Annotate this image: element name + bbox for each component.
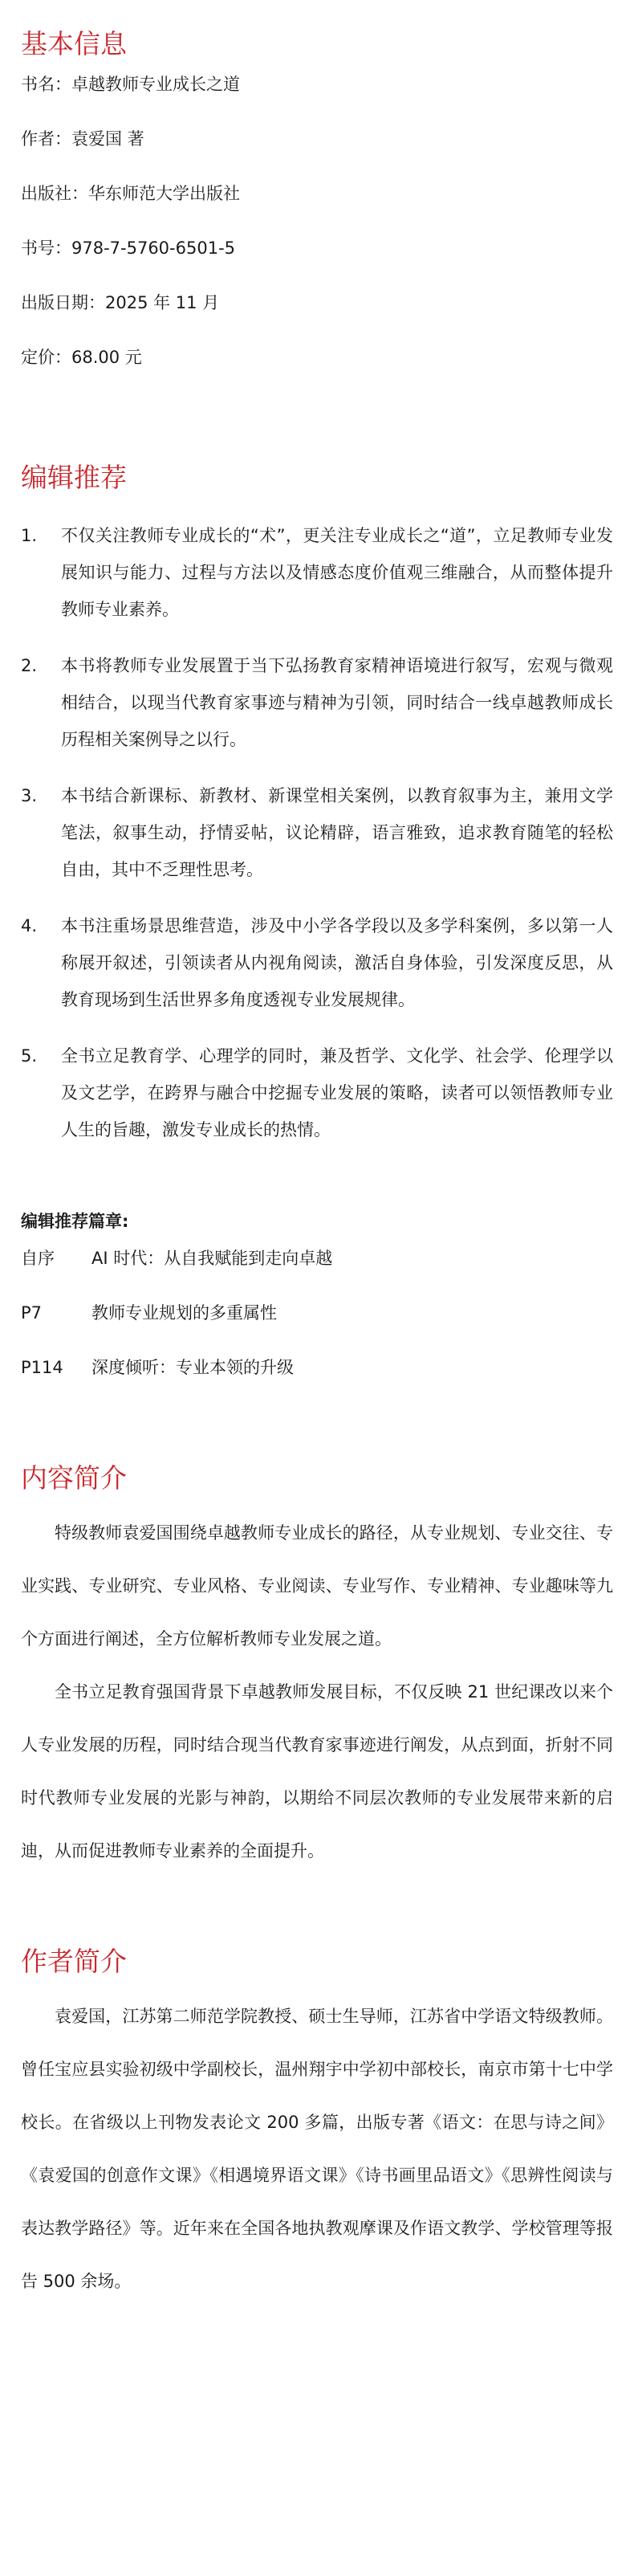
list-item-text: 全书立足教育学、心理学的同时，兼及哲学、文化学、社会学、伦理学以及文艺学，在跨界与融合中挖掘专业发展的策略，读者可以领悟教师专业人生的旨趣，激发专业成长的热情。 (61, 1046, 613, 1139)
publisher-line: 出版社：华东师范大学出版社 (21, 184, 240, 203)
list-item-text: 本书结合新课标、新教材、新课堂相关案例，以教育叙事为主，兼用文学笔法，叙事生动，抒情妥帖，议论精辟，语言雅致，追求教育随笔的轻松自由，其中不乏理性思考。 (61, 786, 613, 879)
basic-info-title: 基本信息 (21, 28, 127, 59)
price-line: 定价：68.00 元 (21, 348, 142, 367)
list-item-text: 本书将教师专业发展置于当下弘扬教育家精神语境进行叙写，宏观与微观相结合，以现当代教育家事迹与精神为引领，同时结合一线卓越教师成长历程相关案例导之以行。 (61, 656, 613, 749)
content-intro-section (21, 1458, 613, 1877)
list-item-number: 5. (21, 1046, 38, 1066)
basic-info-section (21, 24, 613, 368)
list-item (21, 647, 613, 758)
list-item (21, 1037, 613, 1148)
recommended-chapters-heading: 编辑推荐篇章: (21, 1212, 129, 1231)
chapter-page: P7 (21, 1303, 43, 1323)
list-item-number: 4. (21, 916, 38, 935)
author-intro-paragraph: 袁爱国，江苏第二师范学院教授、硕士生导师，江苏省中学语文特级教师。曾任宝应县实验初级中学副校长，温州翔宇中学初中部校长，南京市第十七中学校长。在省级以上刊物发表论文 200 多篇，出版专著《语文：在思与诗之间》《袁爱国的创意作文课》《相遇境界语文课》《诗书画里品语文》《思辨性阅读与表达教学路径》等。近年来在全国各地执教观摩课及作语文教学、学校管理等报告 500 余场。 (21, 2007, 613, 2291)
chapter-page: P114 (21, 1358, 63, 1377)
list-item-number: 1. (21, 526, 38, 545)
content-intro-paragraph: 全书立足教育强国背景下卓越教师发展目标，不仅反映 21 世纪课改以来个人专业发展的历程，同时结合现当代教育家事迹进行阐发，从点到面，折射不同时代教师专业发展的光影与神韵，以期给不同层次教师的专业发展带来新的启迪，从而促进教师专业素养的全面提升。 (21, 1682, 613, 1861)
recommended-chapters-list (21, 1248, 613, 1378)
editor-recommend-section (21, 458, 613, 1378)
chapter-title: AI 时代：从自我赋能到走向卓越 (91, 1249, 333, 1268)
list-item (21, 907, 613, 1018)
author-line: 作者：袁爱国 著 (21, 129, 144, 149)
content-intro-paragraph: 特级教师袁爱国围绕卓越教师专业成长的路径，从专业规划、专业交往、专业实践、专业研究、专业风格、专业阅读、专业写作、专业精神、专业趣味等九个方面进行阐述，全方位解析教师专业发展之道。 (21, 1523, 613, 1649)
basic-info-list (21, 74, 613, 368)
list-item (21, 517, 613, 628)
author-intro-title: 作者简介 (21, 1946, 127, 1977)
chapter-row (21, 1248, 613, 1269)
list-item (21, 777, 613, 888)
book-title-line: 书名：卓越教师专业成长之道 (21, 75, 240, 94)
chapter-title: 深度倾听：专业本领的升级 (91, 1358, 294, 1377)
list-item-number: 2. (21, 656, 38, 675)
chapter-page: 自序 (21, 1249, 55, 1268)
chapter-row (21, 1357, 613, 1378)
author-intro-section (21, 1942, 613, 2308)
recommend-list (21, 517, 613, 1148)
content-intro-title: 内容简介 (21, 1462, 127, 1494)
list-item-text: 本书注重场景思维营造，涉及中小学各学段以及多学科案例，多以第一人称展开叙述，引领读者从内视角阅读，激活自身体验，引发深度反思，从教育现场到生活世界多角度透视专业发展规律。 (61, 916, 613, 1009)
pub-date-line: 出版日期：2025 年 11 月 (21, 293, 220, 312)
list-item-text: 不仅关注教师专业成长的“术”，更关注专业成长之“道”，立足教师专业发展知识与能力、过程与方法以及情感态度价值观三维融合，从而整体提升教师专业素养。 (61, 526, 613, 619)
isbn-line: 书号：978-7-5760-6501-5 (21, 238, 236, 258)
editor-recommend-title: 编辑推荐 (21, 462, 127, 493)
chapter-row (21, 1302, 613, 1323)
chapter-title: 教师专业规划的多重属性 (91, 1303, 277, 1323)
list-item-number: 3. (21, 786, 38, 805)
